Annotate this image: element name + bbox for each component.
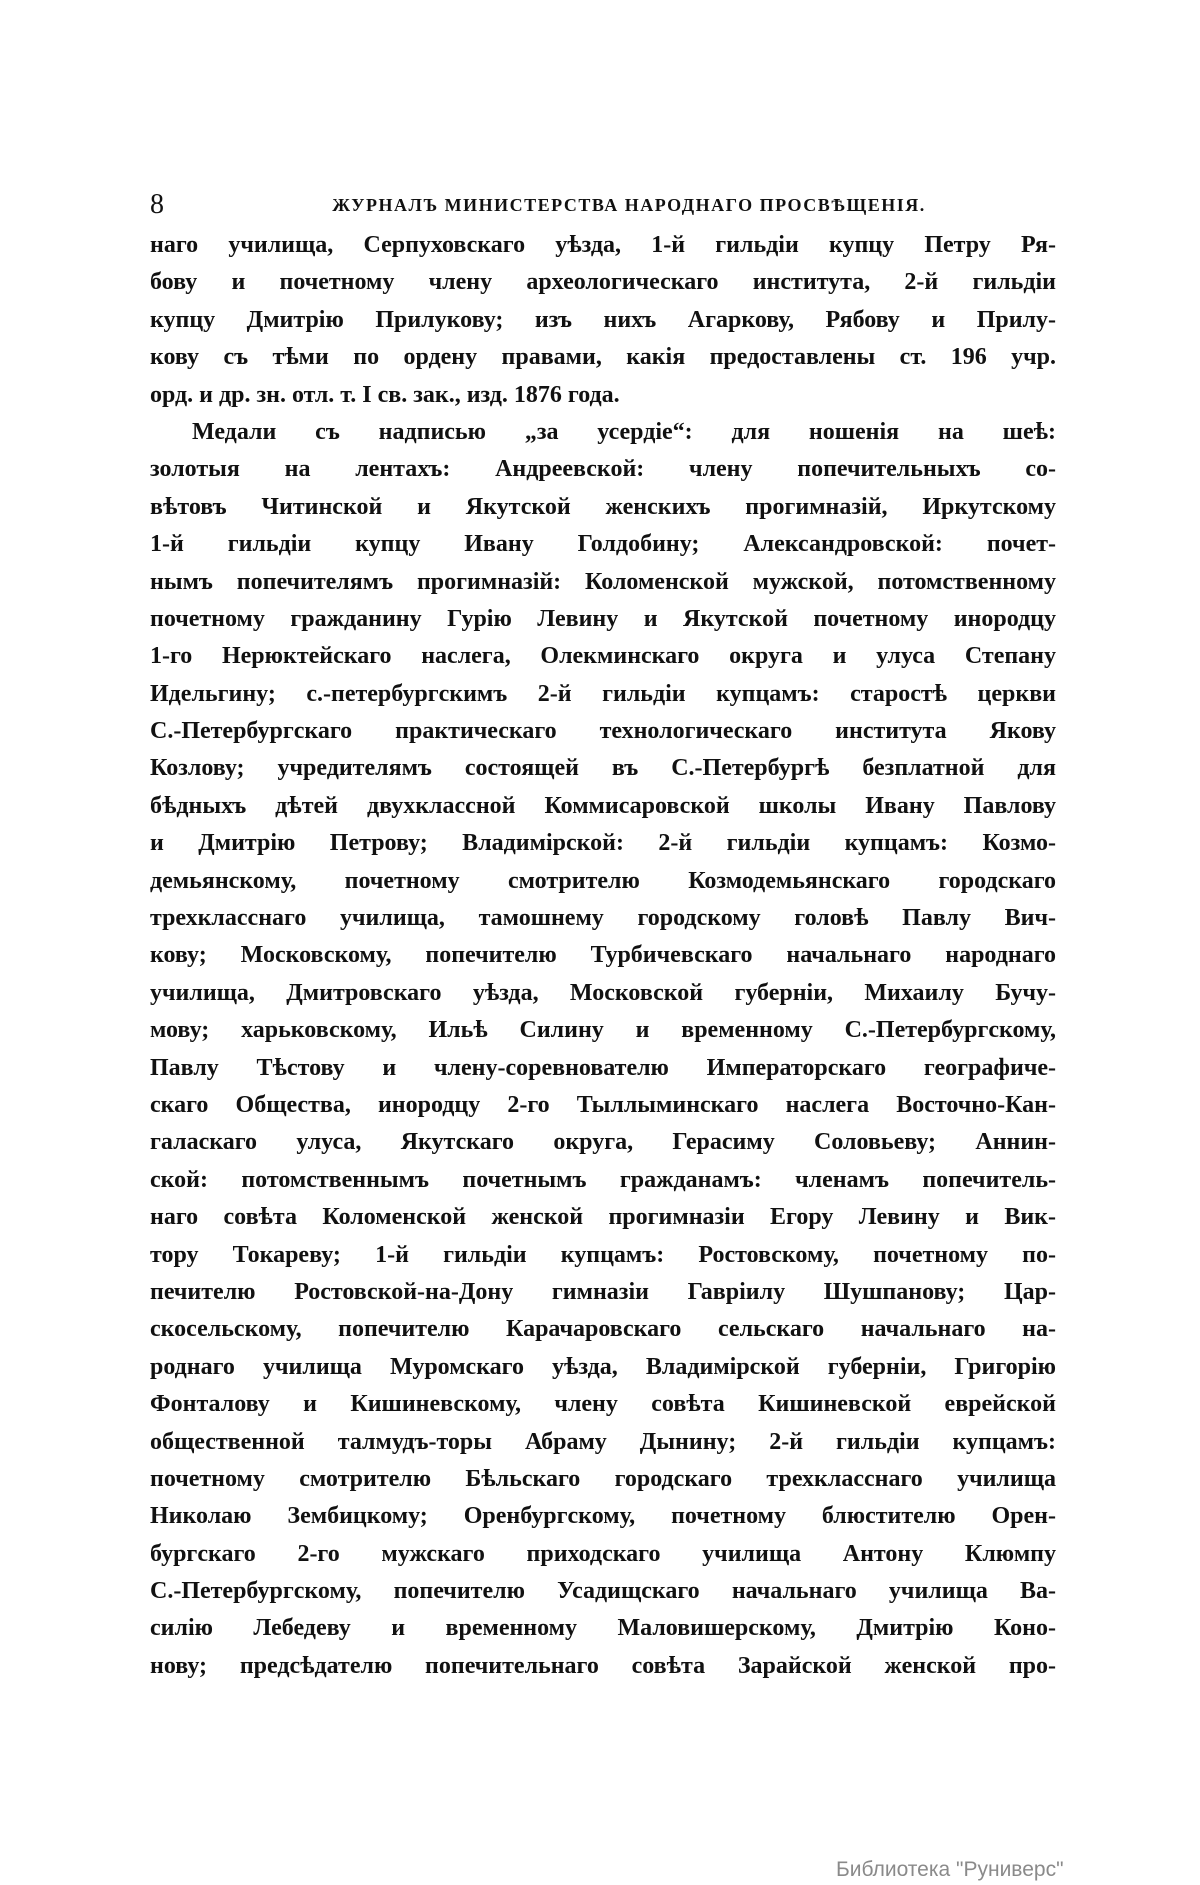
text-line: общественной талмудъ-торы Абраму Дынину; 2-й гильдіи купцамъ: [150,1428,1056,1455]
text-line: скаго Общества, инородцу 2-го Тыллыминскаго наслега Восточно-Кан- [150,1091,1056,1118]
text-line: скосельскому, попечителю Карачаровскаго сельскаго начальнаго на- [150,1316,1056,1343]
text-line: бургскаго 2-го мужскаго приходскаго училища Антону Клюмпу [150,1540,1056,1567]
text-line: училища, Дмитровскаго уѣзда, Московской губерніи, Михаилу Бучу- [150,979,1056,1006]
text-line: кову; Московскому, попечителю Турбичевскаго начальнаго народнаго [150,942,1056,969]
text-line: Николаю Зембицкому; Оренбургскому, почетному блюстителю Орен- [150,1503,1056,1530]
text-line: тору Токареву; 1-й гильдіи купцамъ: Ростовскому, почетному по- [150,1241,1056,1268]
text-line: роднаго училища Муромскаго уѣзда, Владимірской губерніи, Григорію [150,1353,1056,1380]
text-line: почетному смотрителю Бѣльскаго городскаго трехкласснаго училища [150,1465,1056,1492]
text-line: Идельгину; с.-петербургскимъ 2-й гильдіи купцамъ: старостѣ церкви [150,680,1056,707]
page-number: 8 [150,189,164,220]
paragraph [150,414,1056,1685]
text-line: 1-й гильдіи купцу Ивану Голдобину; Александровской: почет- [150,531,1056,558]
text-line: вѣтовъ Читинской и Якутской женскихъ прогимназій, Иркутскому [150,493,1056,520]
text-line: галаскаго улуса, Якутскаго округа, Герасиму Соловьеву; Аннин- [150,1129,1056,1156]
text-line: силію Лебедеву и временному Маловишерскому, Дмитрію Коно- [150,1615,1056,1642]
text-line: печителю Ростовской-на-Дону гимназіи Гавріилу Шушпанову; Цар- [150,1278,1056,1305]
text-line: кову съ тѣми по ордену правами, какія предоставлены ст. 196 учр. [150,344,1056,371]
text-line: наго совѣта Коломенской женской прогимназіи Егору Левину и Вик- [150,1204,1056,1231]
text-line: почетному гражданину Гурію Левину и Якутской почетному инородцу [150,605,1056,632]
text-line: наго училища, Серпуховскаго уѣзда, 1-й гильдіи купцу Петру Ря- [150,232,1056,258]
text-line: Медали съ надписью „за усердіе“: для ношенія на шеѣ: [192,418,1056,445]
text-line: С.-Петербургскому, попечителю Усадищскаго начальнаго училища Ва- [150,1578,1056,1605]
text-line: трехкласснаго училища, тамошнему городскому головѣ Павлу Вич- [150,905,1056,932]
text-line: орд. и др. зн. отл. т. I св. зак., изд. 1876 года. [150,381,620,408]
text-line: нову; предсѣдателю попечительнаго совѣта Зарайской женской про- [150,1652,1056,1679]
text-line: демьянскому, почетному смотрителю Козмодемьянскаго городскаго [150,867,1056,894]
text-line: Павлу Тѣстову и члену-соревнователю Императорскаго географиче- [150,1054,1056,1081]
text-line: золотыя на лентахъ: Андреевской: члену попечительныхъ со- [150,456,1056,483]
library-watermark: Библиотека "Руниверс" [836,1858,1064,1881]
running-header [150,188,1056,222]
text-line: Козлову; учредителямъ состоящей въ С.-Петербургѣ безплатной для [150,755,1056,782]
text-line: Фонталову и Кишиневскому, члену совѣта Кишиневской еврейской [150,1391,1056,1418]
text-line: мову; харьковскому, Ильѣ Силину и временному С.-Петербургскому, [150,1017,1056,1044]
text-line: бову и почетному члену археологическаго института, 2-й гильдіи [150,269,1056,296]
text-line: нымъ попечителямъ прогимназій: Коломенской мужской, потомственному [150,568,1056,595]
text-line: бѣдныхъ дѣтей двухклассной Коммисаровской школы Ивану Павлову [150,792,1056,819]
text-line: С.-Петербургскаго практическаго технологическаго института Якову [150,718,1056,745]
text-line: 1-го Нерюктейскаго наслега, Олекминскаго округа и улуса Степану [150,643,1056,670]
paragraph [150,227,1056,414]
text-line: и Дмитрію Петрову; Владимірской: 2-й гильдіи купцамъ: Козмо- [150,830,1056,857]
journal-title: ЖУРНАЛЪ МИНИСТЕРСТВА НАРОДНАГО ПРОСВѢЩЕНІЯ. [332,195,926,215]
body-text [150,227,1056,1685]
text-line: купцу Дмитрію Прилукову; изъ нихъ Агаркову, Рябову и Прилу- [150,306,1056,333]
text-line: ской: потомственнымъ почетнымъ гражданамъ: членамъ попечитель- [150,1166,1056,1193]
